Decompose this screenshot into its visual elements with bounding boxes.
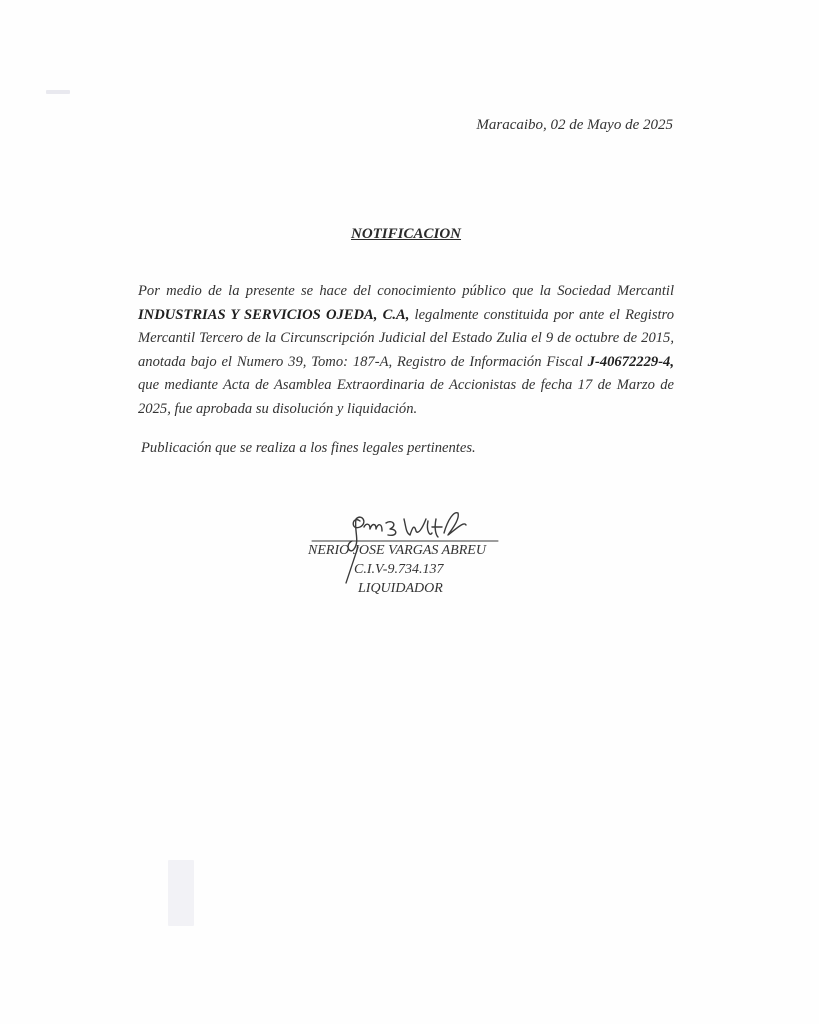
tax-id: J-40672229-4, [587,353,674,370]
signer-name: NERIO JOSE VARGAS ABREU [308,543,486,558]
document-title: NOTIFICACION [350,226,462,242]
scan-artifact [168,860,194,926]
body-text-part: Por medio de la presente se hace del conocimiento público que la Sociedad Mercantil [138,283,674,299]
signer-id: C.I.V-9.734.137 [354,562,444,577]
scan-artifact [46,90,70,94]
signature-block [308,505,508,605]
notification-body [138,280,674,422]
closing-statement: Publicación que se realiza a los fines legales pertinentes. [141,440,476,456]
body-text-part: legalmente constituida por ante el Registro Mercantil Tercero de la Circunscripción Judicial del Estado Zulia el 9 de octubre de 2015, anotada bajo el Numero 39, Tomo: 187-A, Registro de Información Fiscal [138,306,674,370]
date-line: Maracaibo, 02 de Mayo de 2025 [476,117,673,133]
company-name: INDUSTRIAS Y SERVICIOS OJEDA, C.A, [138,306,410,323]
body-text-part: que mediante Acta de Asamblea Extraordinaria de Accionistas de fecha 17 de Marzo de 2025, fue aprobada su disolución y liquidación. [138,377,674,417]
signer-role: LIQUIDADOR [358,581,443,596]
